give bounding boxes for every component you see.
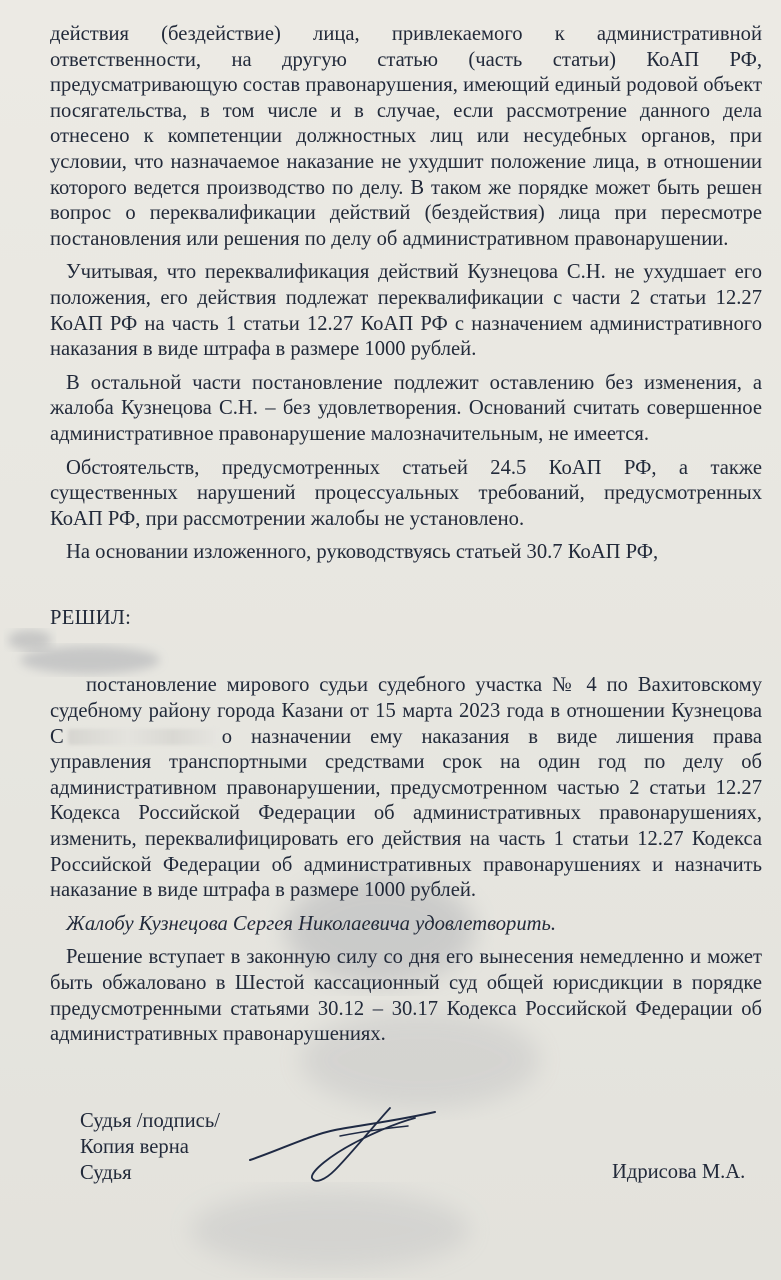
paragraph-6 xyxy=(50,673,762,903)
document-body xyxy=(50,22,762,1056)
handwritten-signature xyxy=(240,1100,450,1190)
signature-block xyxy=(80,1108,220,1186)
copy-verified-label: Копия верна xyxy=(80,1136,189,1158)
decision-heading: РЕШИЛ: xyxy=(50,606,132,629)
paragraph-5: На основании изложенного, руководствуясь статьей 30.7 КоАП РФ, xyxy=(66,541,659,564)
judge-name: Идрисова М.А. xyxy=(612,1161,746,1183)
paragraph-8: Решение вступает в законную силу со дня его вынесения немедленно и может быть обжаловано в Шестой кассационный суд общей юрисдикции в порядке предусмотренными статьями 30.12 – 30.17 Кодекса Российской Федерации об административных правонарушениях. xyxy=(50,946,762,1046)
paragraph-2: Учитывая, что переквалификация действий Кузнецова С.Н. не ухудшает его положения, его действия подлежат переквалификации с части 2 статьи 12.27 КоАП РФ на часть 1 статьи 12.27 КоАП РФ с назначением административного наказания в виде штрафа в размере 1000 рублей. xyxy=(50,261,762,361)
paragraph-4: Обстоятельств, предусмотренных статьей 24.5 КоАП РФ, а также существенных нарушений процессуальных требований, предусмотренных КоАП РФ, при рассмотрении жалобы не установлено. xyxy=(50,456,762,530)
paragraph-1: действия (бездействие) лица, привлекаемого к административной ответственности, на другую статью (часть статьи) КоАП РФ, предусматривающую состав правонарушения, имеющий единый родовой объект посягательства, в том числе и в случае, если рассмотрение данного дела отнесено к компетенции должностных лиц или несудебных органов, при условии, что назначаемое наказание не ухудшит положение лица, в отношении которого ведется производство по делу. В таком же порядке может быть решен вопрос о переквалификации действий (бездействия) лица при пересмотре постановления или решения по делу об административном правонарушении. xyxy=(50,23,762,250)
paragraph-6-end: о назначении ему наказания в виде лишения права управления транспортными средствами срок на один год по делу об административном правонарушении, предусмотренном частью 2 статьи 12.27 Кодекса Российской Федерации об административных правонарушениях, изменить, переквалифицировать его действия на часть 1 статьи 12.27 Кодекса Российской Федерации об административных правонарушениях и назначить наказание в виде штрафа в размере 1000 рублей. xyxy=(50,725,762,902)
paragraph-6-start: постановление мирового судьи судебного участка № 4 по Вахитовскому судебному району города Казани от 15 марта 2023 года в отношении Кузнецова С xyxy=(50,674,762,748)
paragraph-3: В остальной части постановление подлежит оставлению без изменения, а жалоба Кузнецова С.Н. – без удовлетворения. Оснований считать совершенное административное правонарушение малозначительным, не имеется. xyxy=(50,371,762,445)
redacted-name xyxy=(68,729,218,745)
judge-label: Судья xyxy=(80,1162,132,1184)
paragraph-7: Жалобу Кузнецова Сергея Николаевича удовлетворить. xyxy=(66,912,557,935)
judge-signature-label: Судья /подпись/ xyxy=(80,1110,220,1132)
